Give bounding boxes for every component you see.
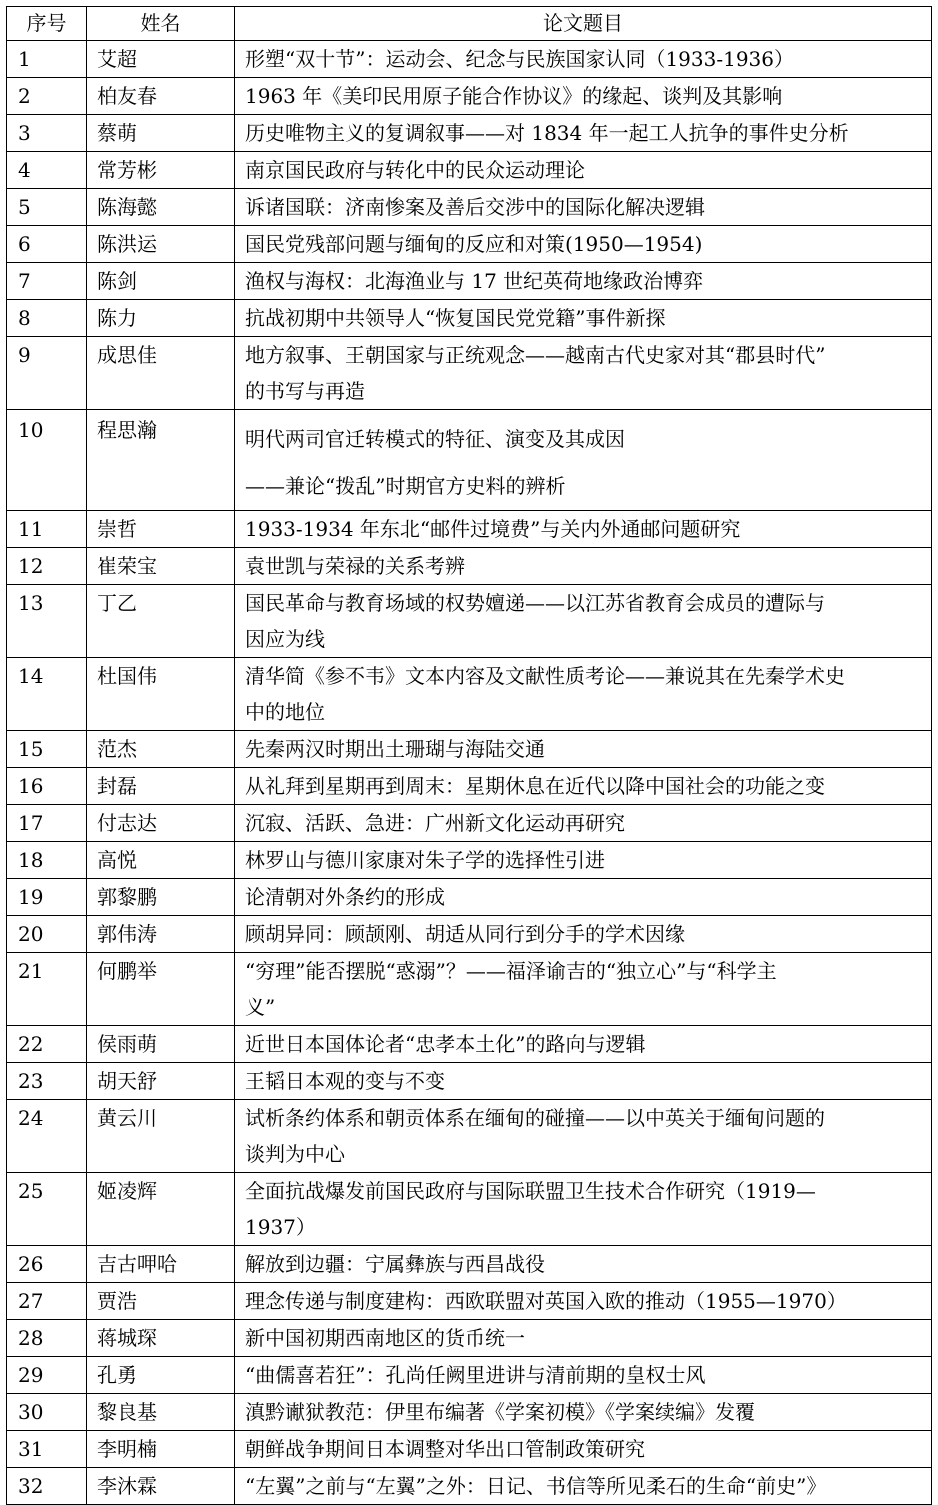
cell-number: 20: [7, 916, 87, 953]
title-line: 1937）: [245, 1215, 316, 1239]
title-line: 地方叙事、王朝国家与正统观念——越南古代史家对其“郡县时代”: [245, 343, 826, 367]
cell-title: [235, 658, 932, 731]
title-line: 国民党残部问题与缅甸的反应和对策(1950—1954): [245, 232, 703, 256]
cell-name: 付志达: [87, 805, 235, 842]
title-line: 渔权与海权：北海渔业与 17 世纪英荷地缘政治博弈: [245, 269, 704, 293]
cell-title: [235, 731, 932, 768]
cell-number: 7: [7, 263, 87, 300]
cell-title: [235, 1320, 932, 1357]
title-line: 的书写与再造: [245, 379, 365, 403]
cell-name: 孔勇: [87, 1357, 235, 1394]
cell-name: 柏友春: [87, 78, 235, 115]
table-row: [7, 805, 932, 842]
cell-number: 29: [7, 1357, 87, 1394]
cell-name: 何鹏举: [87, 953, 235, 1026]
title-line: 解放到边疆：宁属彝族与西昌战役: [245, 1252, 545, 1276]
cell-name: 侯雨萌: [87, 1026, 235, 1063]
cell-title: [235, 263, 932, 300]
title-line: ——兼论“拨乱”时期官方史料的辨析: [245, 474, 566, 498]
cell-number: 6: [7, 226, 87, 263]
cell-number: 12: [7, 548, 87, 585]
title-line: 林罗山与德川家康对朱子学的选择性引进: [245, 848, 605, 872]
title-line: 袁世凯与荣禄的关系考辨: [245, 554, 465, 578]
title-line: 试析条约体系和朝贡体系在缅甸的碰撞——以中英关于缅甸问题的: [245, 1106, 825, 1130]
table-row: [7, 1100, 932, 1173]
cell-number: 13: [7, 585, 87, 658]
table-row: [7, 300, 932, 337]
cell-name: 郭伟涛: [87, 916, 235, 953]
cell-name: 封磊: [87, 768, 235, 805]
cell-name: 胡天舒: [87, 1063, 235, 1100]
cell-name: 高悦: [87, 842, 235, 879]
cell-title: [235, 300, 932, 337]
cell-number: 4: [7, 152, 87, 189]
cell-number: 23: [7, 1063, 87, 1100]
cell-title: [235, 1357, 932, 1394]
title-line: “穷理”能否摆脱“惑溺”？——福泽谕吉的“独立心”与“科学主: [245, 959, 777, 983]
title-line: 清华简《参不韦》文本内容及文献性质考论——兼说其在先秦学术史: [245, 664, 845, 688]
title-line: 抗战初期中共领导人“恢复国民党党籍”事件新探: [245, 306, 666, 330]
cell-number: 16: [7, 768, 87, 805]
cell-name: 贾浩: [87, 1283, 235, 1320]
cell-number: 27: [7, 1283, 87, 1320]
cell-title: [235, 1431, 932, 1468]
cell-name: 吉古呷哈: [87, 1246, 235, 1283]
header-number: 序号: [7, 7, 87, 41]
cell-title: [235, 768, 932, 805]
title-line: 明代两司官迁转模式的特征、演变及其成因: [245, 427, 625, 451]
title-line: 谈判为中心: [245, 1142, 345, 1166]
table-row: [7, 152, 932, 189]
title-line: 义”: [245, 995, 276, 1019]
cell-title: [235, 1468, 932, 1505]
title-line: 历史唯物主义的复调叙事——对 1834 年一起工人抗争的事件史分析: [245, 121, 849, 145]
thesis-table: [6, 6, 932, 1505]
cell-name: 程思瀚: [87, 410, 235, 511]
cell-title: [235, 115, 932, 152]
cell-name: 蒋城琛: [87, 1320, 235, 1357]
title-line: 全面抗战爆发前国民政府与国际联盟卫生技术合作研究（1919—: [245, 1179, 816, 1203]
cell-name: 崔荣宝: [87, 548, 235, 585]
cell-number: 26: [7, 1246, 87, 1283]
table-row: [7, 1320, 932, 1357]
title-line: 因应为线: [245, 627, 325, 651]
cell-name: 陈剑: [87, 263, 235, 300]
title-line: 1963 年《美印民用原子能合作协议》的缘起、谈判及其影响: [245, 84, 783, 108]
cell-number: 1: [7, 41, 87, 78]
table-row: [7, 1283, 932, 1320]
title-line: 1933-1934 年东北“邮件过境费”与关内外通邮问题研究: [245, 517, 741, 541]
cell-number: 25: [7, 1173, 87, 1246]
cell-number: 3: [7, 115, 87, 152]
table-row: [7, 511, 932, 548]
header-row: [7, 7, 932, 41]
cell-title: [235, 1283, 932, 1320]
cell-number: 8: [7, 300, 87, 337]
cell-title: [235, 585, 932, 658]
title-line: 国民革命与教育场域的权势嬗递——以江苏省教育会成员的遭际与: [245, 591, 825, 615]
cell-title: [235, 226, 932, 263]
table-row: [7, 410, 932, 511]
title-line: “左翼”之前与“左翼”之外：日记、书信等所见柔石的生命“前史”》: [245, 1474, 827, 1498]
cell-title: [235, 879, 932, 916]
title-line: 滇黔谳狱教范：伊里布编著《学案初模》《学案续编》发覆: [245, 1400, 755, 1424]
cell-number: 11: [7, 511, 87, 548]
table-row: [7, 41, 932, 78]
cell-name: 蔡萌: [87, 115, 235, 152]
cell-name: 崇哲: [87, 511, 235, 548]
title-line: “曲儒喜若狂”：孔尚任阙里进讲与清前期的皇权士风: [245, 1363, 706, 1387]
cell-name: 黄云川: [87, 1100, 235, 1173]
cell-title: [235, 152, 932, 189]
cell-title: [235, 1394, 932, 1431]
table-row: [7, 658, 932, 731]
cell-title: [235, 953, 932, 1026]
title-line: 朝鲜战争期间日本调整对华出口管制政策研究: [245, 1437, 645, 1461]
cell-title: [235, 511, 932, 548]
cell-name: 艾超: [87, 41, 235, 78]
cell-title: [235, 78, 932, 115]
table-row: [7, 548, 932, 585]
cell-name: 范杰: [87, 731, 235, 768]
table-row: [7, 337, 932, 410]
cell-number: 31: [7, 1431, 87, 1468]
title-line: 王韬日本观的变与不变: [245, 1069, 445, 1093]
table-row: [7, 189, 932, 226]
cell-number: 32: [7, 1468, 87, 1505]
cell-name: 李明楠: [87, 1431, 235, 1468]
cell-title: [235, 410, 932, 511]
table-row: [7, 78, 932, 115]
cell-title: [235, 548, 932, 585]
title-line: 沉寂、活跃、急进：广州新文化运动再研究: [245, 811, 625, 835]
table-row: [7, 879, 932, 916]
title-line: 南京国民政府与转化中的民众运动理论: [245, 158, 585, 182]
cell-title: [235, 1063, 932, 1100]
cell-name: 郭黎鹏: [87, 879, 235, 916]
cell-number: 30: [7, 1394, 87, 1431]
table-row: [7, 953, 932, 1026]
table-row: [7, 1468, 932, 1505]
title-line: 论清朝对外条约的形成: [245, 885, 445, 909]
title-line: 近世日本国体论者“忠孝本土化”的路向与逻辑: [245, 1032, 646, 1056]
cell-number: 24: [7, 1100, 87, 1173]
table-row: [7, 1431, 932, 1468]
table-row: [7, 1173, 932, 1246]
table-row: [7, 842, 932, 879]
cell-number: 14: [7, 658, 87, 731]
title-line: 新中国初期西南地区的货币统一: [245, 1326, 525, 1350]
cell-number: 15: [7, 731, 87, 768]
cell-title: [235, 337, 932, 410]
cell-number: 9: [7, 337, 87, 410]
cell-title: [235, 916, 932, 953]
table-row: [7, 1357, 932, 1394]
table-row: [7, 585, 932, 658]
header-title: 论文题目: [235, 7, 932, 41]
header-name: 姓名: [87, 7, 235, 41]
table-row: [7, 1063, 932, 1100]
table-row: [7, 263, 932, 300]
table-row: [7, 916, 932, 953]
title-line: 理念传递与制度建构：西欧联盟对英国入欧的推动（1955—1970）: [245, 1289, 847, 1313]
cell-name: 陈海懿: [87, 189, 235, 226]
cell-number: 2: [7, 78, 87, 115]
title-line: 诉诸国联：济南惨案及善后交涉中的国际化解决逻辑: [245, 195, 705, 219]
cell-name: 杜国伟: [87, 658, 235, 731]
cell-name: 黎良基: [87, 1394, 235, 1431]
table-row: [7, 1026, 932, 1063]
table-row: [7, 115, 932, 152]
cell-number: 22: [7, 1026, 87, 1063]
cell-name: 常芳彬: [87, 152, 235, 189]
title-line: 中的地位: [245, 700, 325, 724]
cell-title: [235, 41, 932, 78]
table-row: [7, 1246, 932, 1283]
table-row: [7, 1394, 932, 1431]
table-body: [7, 41, 932, 1505]
cell-title: [235, 189, 932, 226]
title-line: 顾胡异同：顾颉刚、胡适从同行到分手的学术因缘: [245, 922, 685, 946]
cell-number: 19: [7, 879, 87, 916]
cell-name: 成思佳: [87, 337, 235, 410]
cell-name: 丁乙: [87, 585, 235, 658]
title-line: 形塑“双十节”：运动会、纪念与民族国家认同（1933-1936）: [245, 47, 795, 71]
cell-number: 18: [7, 842, 87, 879]
cell-title: [235, 1100, 932, 1173]
cell-number: 21: [7, 953, 87, 1026]
cell-title: [235, 805, 932, 842]
title-line: 先秦两汉时期出土珊瑚与海陆交通: [245, 737, 545, 761]
cell-number: 28: [7, 1320, 87, 1357]
cell-title: [235, 1246, 932, 1283]
cell-name: 陈洪运: [87, 226, 235, 263]
table-row: [7, 731, 932, 768]
cell-title: [235, 842, 932, 879]
table-row: [7, 768, 932, 805]
cell-name: 李沐霖: [87, 1468, 235, 1505]
title-line: 从礼拜到星期再到周末：星期休息在近代以降中国社会的功能之变: [245, 774, 825, 798]
cell-name: 姬凌辉: [87, 1173, 235, 1246]
cell-number: 10: [7, 410, 87, 511]
cell-title: [235, 1173, 932, 1246]
table-row: [7, 226, 932, 263]
cell-number: 5: [7, 189, 87, 226]
cell-title: [235, 1026, 932, 1063]
cell-number: 17: [7, 805, 87, 842]
cell-name: 陈力: [87, 300, 235, 337]
